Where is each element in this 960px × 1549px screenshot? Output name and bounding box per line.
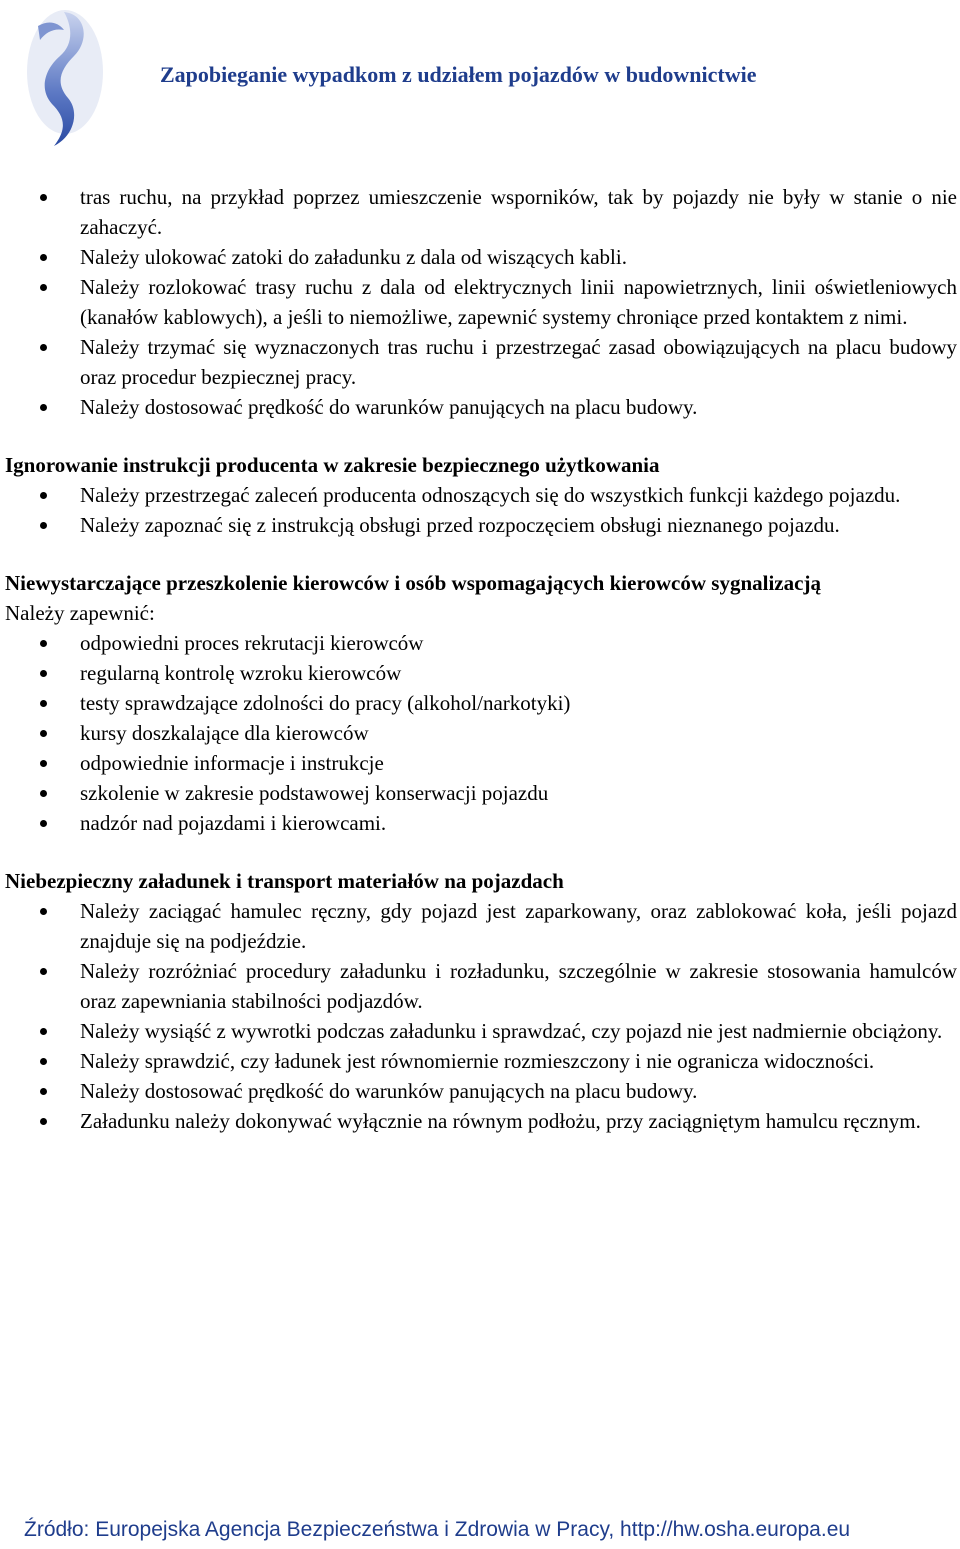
section2-heading: Ignorowanie instrukcji producenta w zakresie bezpiecznego użytkowania	[5, 453, 660, 477]
list-item: Należy rozróżniać procedury załadunku i rozładunku, szczególnie w zakresie stosowania hamulców oraz zapewniania stabilności podjazdów.	[5, 956, 957, 1016]
list-item: Należy sprawdzić, czy ładunek jest równomiernie rozmieszczony i nie ogranicza widoczności.	[5, 1046, 957, 1076]
source-footer: Źródło: Europejska Agencja Bezpieczeństwa i Zdrowia w Pracy, http://hw.osha.europa.eu	[24, 1518, 851, 1541]
section3-list	[5, 628, 957, 838]
section4-heading: Niebezpieczny załadunek i transport materiałów na pojazdach	[5, 869, 564, 893]
list-item: Należy trzymać się wyznaczonych tras ruchu i przestrzegać zasad obowiązujących na placu budowy oraz procedur bezpiecznej pracy.	[5, 332, 957, 392]
list-item: Należy dostosować prędkość do warunków panujących na placu budowy.	[5, 392, 957, 422]
list-item: kursy doszkalające dla kierowców	[5, 718, 957, 748]
list-item: testy sprawdzające zdolności do pracy (alkohol/narkotyki)	[5, 688, 957, 718]
list-item: odpowiednie informacje i instrukcje	[5, 748, 957, 778]
section2-list	[5, 480, 957, 540]
list-item: Załadunku należy dokonywać wyłącznie na równym podłożu, przy zaciągniętym hamulcu ręcznym.	[5, 1106, 957, 1136]
page-header-title: Zapobieganie wypadkom z udziałem pojazdów w budownictwie	[160, 62, 757, 87]
list-item: odpowiedni proces rekrutacji kierowców	[5, 628, 957, 658]
list-item: nadzór nad pojazdami i kierowcami.	[5, 808, 957, 838]
section3-intro: Należy zapewnić:	[5, 601, 155, 625]
list-item: Należy rozlokować trasy ruchu z dala od elektrycznych linii napowietrznych, linii oświetleniowych (kanałów kablowych), a jeśli to niemożliwe, zapewnić systemy chroniące przed kontaktem z nimi.	[5, 272, 957, 332]
list-item: Należy dostosować prędkość do warunków panujących na placu budowy.	[5, 1076, 957, 1106]
list-item: Należy przestrzegać zaleceń producenta odnoszących się do wszystkich funkcji każdego pojazdu.	[5, 480, 957, 510]
list-item: Należy wysiąść z wywrotki podczas załadunku i sprawdzać, czy pojazd nie jest nadmiernie obciążony.	[5, 1016, 957, 1046]
list-item: regularną kontrolę wzroku kierowców	[5, 658, 957, 688]
list-item: szkolenie w zakresie podstawowej konserwacji pojazdu	[5, 778, 957, 808]
list-item: Należy zaciągać hamulec ręczny, gdy pojazd jest zaparkowany, oraz zablokować koła, jeśli pojazd znajduje się na podjeździe.	[5, 896, 957, 956]
section3-heading: Niewystarczające przeszkolenie kierowców i osób wspomagających kierowców sygnalizacją	[5, 571, 821, 595]
agency-logo	[24, 6, 106, 152]
document-body	[5, 182, 957, 1136]
section1-list	[5, 182, 957, 422]
list-item: tras ruchu, na przykład poprzez umieszczenie wsporników, tak by pojazdy nie były w stanie o nie zahaczyć.	[5, 182, 957, 242]
list-item: Należy ulokować zatoki do załadunku z dala od wiszących kabli.	[5, 242, 957, 272]
section4-list	[5, 896, 957, 1136]
list-item: Należy zapoznać się z instrukcją obsługi przed rozpoczęciem obsługi nieznanego pojazdu.	[5, 510, 957, 540]
